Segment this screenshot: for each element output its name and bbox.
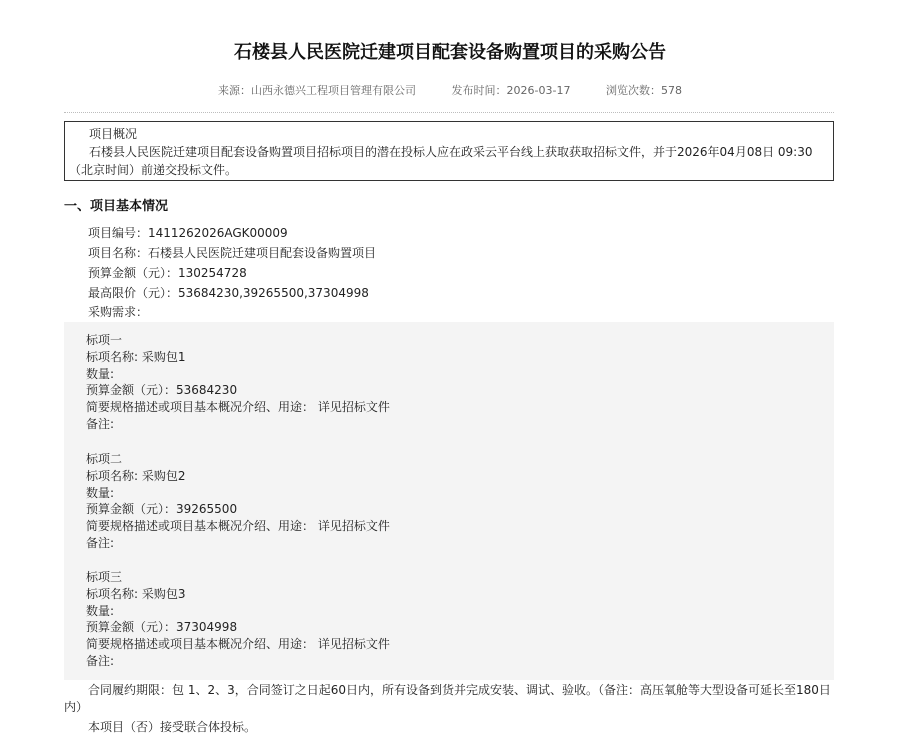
overview-body: 石楼县人民医院迁建项目配套设备购置项目招标项目的潜在投标人应在政采云平台线上获取获取招标文件，并于2026年04月08日 09:30（北京时间）前递交投标文件。 <box>69 145 813 177</box>
requirements-label: 采购需求： <box>88 305 149 319</box>
package-budget: 预算金额（元）：53684230 <box>86 383 238 398</box>
package-name: 标项名称: 采购包1 <box>86 349 186 364</box>
page-title: 石楼县人民医院迁建项目配套设备购置项目的采购公告 <box>234 42 666 63</box>
package-heading: 标项二 <box>86 452 123 466</box>
project-number: 项目编号：1411262026AGK00009 <box>88 226 288 240</box>
package-description: 简要规格描述或项目基本概况介绍、用途： 详见招标文件 <box>86 637 390 652</box>
max-price: 最高限价（元）：53684230,39265500,37304998 <box>88 286 369 300</box>
package-name: 标项名称: 采购包3 <box>86 586 186 601</box>
source-text: 来源：山西永德兴工程项目管理有限公司 <box>218 84 417 97</box>
package-block <box>86 451 786 552</box>
package-remark: 备注: <box>86 653 115 668</box>
package-budget: 预算金额（元）：37304998 <box>86 620 238 635</box>
overview-title: 项目概况 <box>89 127 138 141</box>
package-name: 标项名称: 采购包2 <box>86 468 186 483</box>
meta-info <box>0 82 900 98</box>
consortium-note: 本项目（否）接受联合体投标。 <box>88 720 257 734</box>
package-quantity: 数量: <box>86 366 115 381</box>
package-quantity: 数量: <box>86 603 115 618</box>
view-count: 浏览次数：578 <box>605 84 682 97</box>
package-heading: 标项一 <box>86 333 123 347</box>
package-description: 简要规格描述或项目基本概况介绍、用途： 详见招标文件 <box>86 400 390 415</box>
package-quantity: 数量: <box>86 485 115 500</box>
section-heading: 一、项目基本情况 <box>64 199 169 214</box>
budget-amount: 预算金额（元）：130254728 <box>88 266 247 280</box>
publish-time: 发布时间：2026-03-17 <box>451 84 571 97</box>
requirements-panel <box>64 322 834 680</box>
project-overview-box <box>64 121 834 181</box>
divider <box>64 112 834 113</box>
package-block <box>86 569 786 670</box>
package-heading: 标项三 <box>86 570 123 584</box>
package-description: 简要规格描述或项目基本概况介绍、用途： 详见招标文件 <box>86 519 390 534</box>
package-remark: 备注: <box>86 535 115 550</box>
package-block <box>86 332 786 433</box>
package-remark: 备注: <box>86 416 115 431</box>
contract-term: 合同履约期限：包 1、2、3，合同签订之日起60日内，所有设备到货并完成安装、调试、验收。（备注：高压氧舱等大型设备可延长至180日内） <box>64 683 831 714</box>
project-name: 项目名称：石楼县人民医院迁建项目配套设备购置项目 <box>88 246 377 260</box>
package-budget: 预算金额（元）：39265500 <box>86 502 238 517</box>
